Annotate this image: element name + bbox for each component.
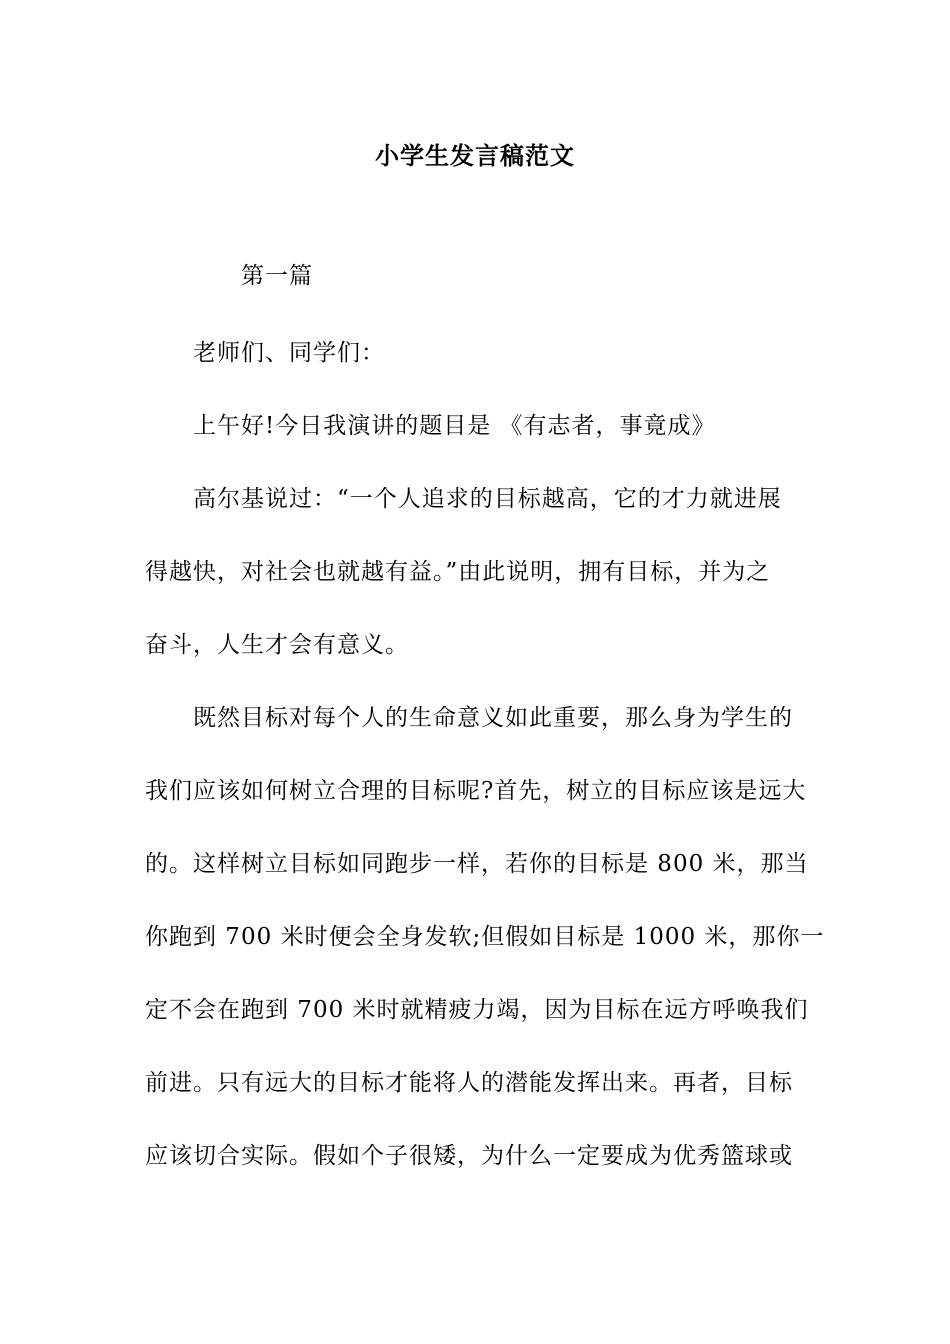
paragraph-line: 前进。只有远大的目标才能将人的潜能发挥出来。再者，目标 (145, 1070, 793, 1096)
paragraph-line: 定不会在跑到 700 米时就精疲力竭，因为目标在远方呼唤我们 (145, 997, 809, 1023)
paragraph-line: 我们应该如何树立合理的目标呢?首先，树立的目标应该是远大 (145, 778, 807, 804)
paragraph-line: 既然目标对每个人的生命意义如此重要，那么身为学生的 (193, 705, 793, 731)
section-heading: 第一篇 (241, 263, 313, 289)
paragraph-line: 应该切合实际。假如个子很矮，为什么一定要成为优秀篮球或 (145, 1143, 793, 1169)
paragraph-line: 高尔基说过：“一个人追求的目标越高，它的才力就进展 (193, 486, 782, 512)
paragraph-2 (145, 682, 825, 1193)
paragraph-line: 得越快，对社会也就越有益。”由此说明，拥有目标，并为之 (145, 559, 771, 585)
paragraph-line: 的。这样树立目标如同跑步一样，若你的目标是 800 米，那当 (145, 851, 809, 877)
paragraph-line: 你跑到 700 米时便会全身发软;但假如目标是 1000 米，那你一 (145, 924, 825, 950)
document-title: 小学生发言稿范文 (375, 141, 575, 170)
salutation: 老师们、同学们： (193, 340, 385, 366)
paragraph-1 (145, 463, 810, 682)
greeting-line: 上午好!今日我演讲的题目是 《有志者，事竟成》 (193, 413, 716, 439)
paragraph-line: 奋斗，人生才会有意义。 (145, 632, 409, 658)
